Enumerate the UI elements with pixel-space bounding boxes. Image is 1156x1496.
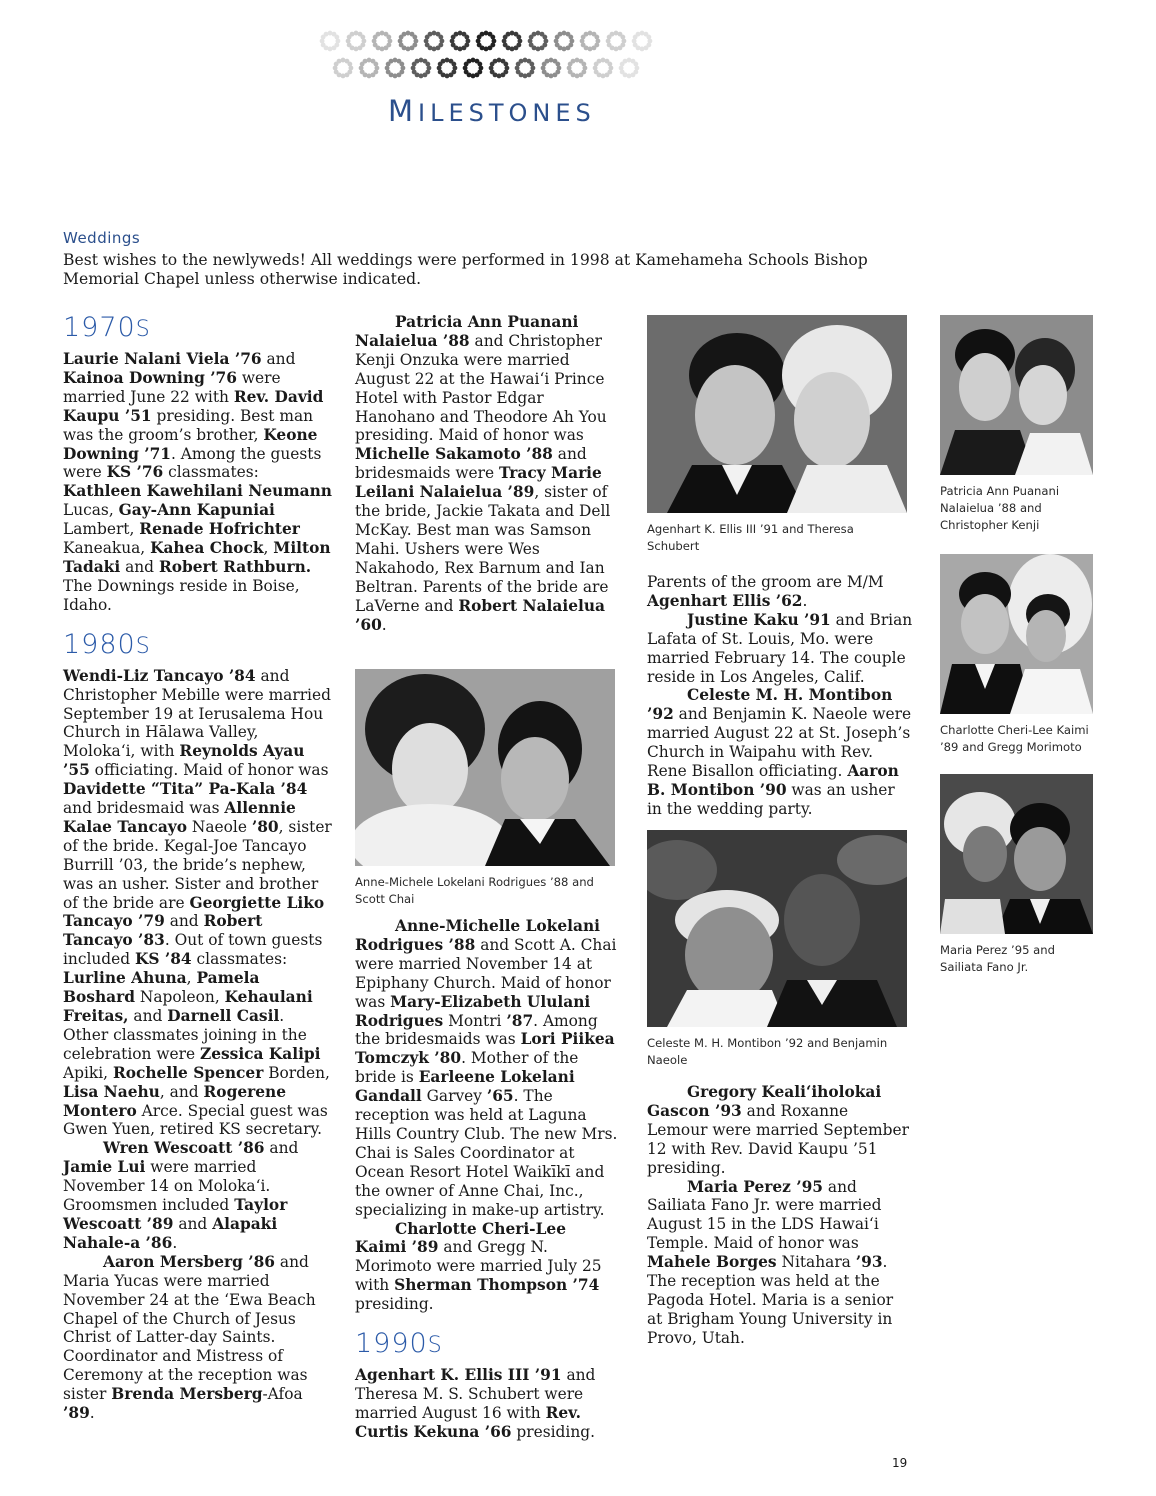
flower-icon [333, 58, 354, 79]
photo-caption: Charlotte Cheri-Lee Kaimi ’89 and Gregg Morimoto [940, 723, 1089, 754]
flower-icon [632, 31, 653, 52]
flower-icon [385, 58, 406, 79]
photo-kaimi-morimoto [940, 554, 1093, 714]
photo-montibon-naeole [647, 830, 907, 1027]
photo-caption: Agenhart K. Ellis III ’91 and Theresa Schubert [647, 522, 854, 553]
wedding-entry-continued: Parents of the groom are M/M Agenhart Ellis ’62. [647, 573, 884, 610]
photo-perez-fano [940, 774, 1093, 934]
wedding-entry: Laurie Nalani Viela ’76 and Kainoa Downing ’76 were married June 22 with Rev. David Kaupu ’51 presiding. Best man was the groom’s brother, Keone Downing ’71. Among the guests were KS ’76 classmates: Kathleen Kawehilani Neumann Lucas, Gay-Ann Kapuniai Lambert, Renade Hofrichter Kaneakua, Kahea Chock, Milton Tadaki and Robert Rathburn. The Downings reside in Boise, Idaho. [63, 350, 332, 614]
flower-icon [463, 58, 484, 79]
flower-icon [541, 58, 562, 79]
wedding-entry: Agenhart K. Ellis III ’91 and Theresa M. S. Schubert were married August 16 with Rev. Curtis Kekuna ’66 presiding. [355, 1366, 596, 1441]
flower-icon [580, 31, 601, 52]
couple-photo-image [940, 554, 1093, 714]
section-heading-weddings: Weddings [63, 229, 141, 247]
flower-icon [554, 31, 575, 52]
flower-icon [502, 31, 523, 52]
photo-caption: Anne-Michele Lokelani Rodrigues ’88 and Scott Chai [355, 875, 594, 906]
couple-photo-image [940, 774, 1093, 934]
flower-icon [346, 31, 367, 52]
flower-icon [398, 31, 419, 52]
text-column-2 [355, 313, 621, 634]
wedding-entry: Aaron Mersberg ’86 and Maria Yucas were married November 24 at the ‘Ewa Beach Chapel of the Church of Jesus Christ of Latter-day Saints. Coordinator and Mistress of Ceremony at the reception was sister Brenda Mersberg-Afoa ’89. [63, 1252, 316, 1423]
photo-ellis-schubert [647, 315, 907, 513]
flower-icon [489, 58, 510, 79]
flower-icon [606, 31, 627, 52]
wedding-entry: Wendi-Liz Tancayo ’84 and Christopher Mebille were married September 19 at Ierusalema Hou Church in Hālawa Valley, Moloka‘i, with Reynolds Ayau ’55 officiating. Maid of honor was Davidette “Tita” Pa-Kala ’84 and bridesmaid was Allennie Kalae Tancayo Naeole ’80, sister of the bride. Kegal-Joe Tancayo Burrill ’03, the bride’s nephew, was an usher. Sister and brother of the bride are Georgiette Liko Tancayo ’79 and Robert Tancayo ’83. Out of town guests included KS ’84 classmates: Lurline Ahuna, Pamela Boshard Napoleon, Kehaulani Freitas, and Darnell Casil. Other classmates joining in the celebration were Zessica Kalipi Apiki, Rochelle Spencer Borden, Lisa Naehu, and Rogerene Montero Arce. Special guest was Gwen Yuen, retired KS secretary. [63, 666, 332, 1139]
wedding-entry: Maria Perez ’95 and Sailiata Fano Jr. were married August 15 in the LDS Hawai‘i Temple. Maid of honor was Mahele Borges Nitahara ’93. The reception was held at the Pagoda Hotel. Maria is a senior at Brigham Young University in Provo, Utah. [647, 1177, 894, 1347]
flower-icon [437, 58, 458, 79]
flower-icon [528, 31, 549, 52]
photo-caption: Patricia Ann Puanani Nalaielua ’88 and Christopher Kenji [940, 484, 1060, 532]
page-number: 19 [892, 1456, 908, 1470]
wedding-entry: Wren Wescoatt ’86 and Jamie Lui were married November 14 on Moloka‘i. Groomsmen included Taylor Wescoatt ’89 and Alapaki Nahale-a ’86. [63, 1139, 299, 1252]
flower-icon [567, 58, 588, 79]
flower-ornament [316, 24, 656, 86]
photo-caption: Maria Perez ’95 and Sailiata Fano Jr. [940, 943, 1055, 974]
photo-caption: Celeste M. H. Montibon ’92 and Benjamin Naeole [647, 1036, 888, 1067]
decade-heading-1980s: 1980S [63, 628, 151, 660]
flower-icon [424, 31, 445, 52]
flower-icon [619, 58, 640, 79]
wedding-entry: Celeste M. H. Montibon ’92 and Benjamin K. Naeole were married August 22 at St. Joseph’s Church in Waipahu with Rev. Rene Bisallon officiating. Aaron B. Montibon ’90 was an usher in the wedding party. [647, 686, 912, 818]
text-column-2-continued [355, 917, 621, 1442]
wedding-entry: Anne-Michelle Lokelani Rodrigues ’88 and Scott A. Chai were married November 14 at Epiphany Church. Maid of honor was Mary-Elizabeth Ululani Rodrigues Montri ’87. Among the bridesmaids was Lori Piikea Tomczyk ’80. Mother of the bride is Earleene Lokelani Gandall Garvey ’65. The reception was held at Laguna Hills Country Club. The new Mrs. Chai is Sales Coordinator at Ocean Resort Hotel Waikīkī and the owner of Anne Chai, Inc., specializing in make-up artistry. [355, 917, 618, 1219]
wedding-entry: Patricia Ann Puanani Nalaielua ’88 and Christopher Kenji Onzuka were married August 22 at the Hawai‘i Prince Hotel with Pastor Edgar Hanohano and Theodore Ah You presiding. Maid of honor was Michelle Sakamoto ’88 and bridesmaids were Tracy Marie Leilani Nalaielua ’89, sister of the bride, Jackie Takata and Dell McKay. Best man was Samson Mahi. Ushers were Wes Nakahodo, Rex Barnum and Ian Beltran. Parents of the bride are LaVerne and Robert Nalaielua ’60. [355, 313, 611, 634]
decade-heading-1990s: 1990S [355, 1328, 443, 1360]
flower-icon [320, 31, 341, 52]
couple-photo-image [647, 830, 907, 1027]
flower-icon [411, 58, 432, 79]
couple-photo-image [940, 315, 1093, 475]
text-column-1 [63, 312, 333, 1423]
wedding-entry: Charlotte Cheri-Lee Kaimi ’89 and Gregg N. Morimoto were married July 25 with Sherman Thompson ’74 presiding. [355, 1219, 602, 1314]
flower-icon [359, 58, 380, 79]
couple-photo-image [355, 669, 615, 866]
intro-paragraph: Best wishes to the newlyweds! All weddings were performed in 1998 at Kamehameha Schools Bishop Memorial Chapel unless otherwise indicated. [63, 251, 868, 288]
couple-photo-image [647, 315, 907, 513]
photo-rodrigues-chai [355, 669, 615, 866]
photo-nalaielua-onzuka [940, 315, 1093, 475]
flower-icon [476, 31, 497, 52]
wedding-entry: Justine Kaku ’91 and Brian Lafata of St. Louis, Mo. were married February 14. The couple reside in Los Angeles, Calif. [647, 610, 913, 686]
page-title: MILESTONES [388, 94, 596, 128]
text-column-3-continued [647, 1083, 913, 1348]
decade-heading-1970s: 1970S [63, 312, 151, 343]
flower-icon [593, 58, 614, 79]
flower-icon [515, 58, 536, 79]
flower-icon [450, 31, 471, 52]
flower-icon [372, 31, 393, 52]
text-column-3 [647, 573, 913, 819]
wedding-entry: Gregory Keali‘iholokai Gascon ’93 and Roxanne Lemour were married September 12 with Rev. David Kaupu ’51 presiding. [647, 1083, 909, 1177]
